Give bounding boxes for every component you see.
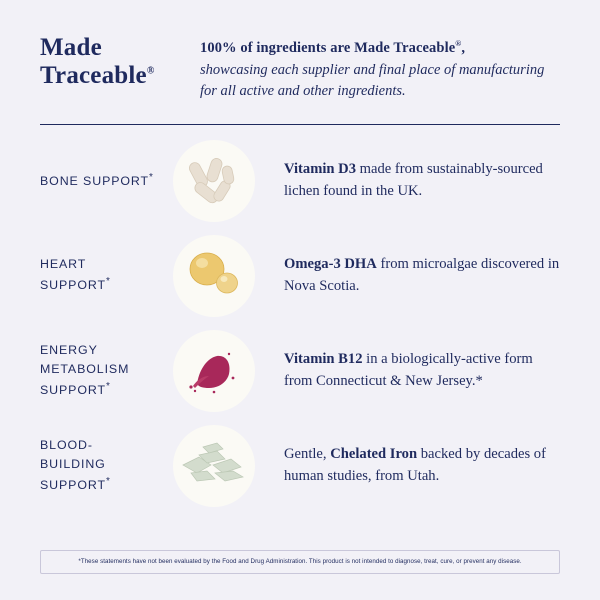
benefit-bold: Vitamin D3	[284, 160, 357, 177]
benefit-label	[40, 436, 158, 496]
disclaimer-text: *These statements have not been evaluated by the Food and Drug Administration. This product is not intended to diagnose, treat, cure, or prevent any disease.	[78, 557, 522, 565]
benefit-rest: from microalgae discovered in Nova Scotia.	[284, 255, 560, 294]
brand-line-2: Traceable	[40, 62, 147, 89]
benefit-rest: made from sustainably-sourced lichen found in the UK.	[284, 160, 543, 199]
brand-line-1: Made	[40, 34, 102, 61]
benefit-lead: Gentle,	[284, 445, 331, 462]
benefit-label-mark: *	[105, 381, 111, 393]
benefit-icon-wrap	[158, 425, 270, 507]
vitamin-b12-powder-icon	[173, 330, 255, 412]
benefit-label-text: HEART SUPPORT	[40, 257, 106, 293]
benefit-text	[270, 159, 560, 203]
benefit-text	[270, 349, 560, 393]
header-headline	[200, 38, 560, 59]
benefit-rest: in a biologically-active form from Connecticut & New Jersey.*	[284, 350, 533, 389]
chelated-iron-flakes-icon	[173, 425, 255, 507]
icon-circle	[173, 425, 255, 507]
header-divider	[40, 124, 560, 125]
brand-logo	[40, 34, 200, 90]
benefit-label	[40, 341, 158, 401]
header-registered-mark: ®	[455, 39, 462, 49]
benefit-label-text: BONE SUPPORT	[40, 174, 150, 188]
benefit-label-mark: *	[149, 171, 154, 183]
benefit-bold: Omega-3 DHA	[284, 255, 377, 272]
benefit-rows	[40, 133, 560, 513]
benefit-text	[270, 254, 560, 298]
vitamin-d3-capsules-icon	[173, 140, 255, 222]
benefit-row	[40, 418, 560, 513]
benefit-label-mark: *	[105, 276, 111, 288]
icon-circle	[173, 330, 255, 412]
benefit-row	[40, 323, 560, 418]
benefit-label-text: BLOOD-BUILDING SUPPORT	[40, 437, 106, 493]
benefit-row	[40, 133, 560, 228]
header-headline-text: 100% of ingredients are Made Traceable	[200, 40, 456, 56]
benefit-rest: backed by decades of human studies, from Utah.	[284, 445, 546, 484]
benefit-row	[40, 228, 560, 323]
brand-registered-mark: ®	[146, 65, 155, 77]
benefit-icon-wrap	[158, 330, 270, 412]
header	[40, 0, 560, 102]
header-copy	[200, 34, 560, 102]
benefit-bold: Vitamin B12	[284, 350, 363, 367]
benefit-text	[270, 444, 560, 488]
benefit-bold: Chelated Iron	[330, 445, 418, 462]
benefit-label	[40, 170, 158, 191]
benefit-icon-wrap	[158, 235, 270, 317]
omega-3-softgel-icon	[173, 235, 255, 317]
header-headline-comma: ,	[461, 40, 466, 56]
header-subline: showcasing each supplier and final place of manufacturing for all active and other ingredients.	[200, 62, 545, 100]
benefit-label-text: ENERGY METABOLISM SUPPORT	[40, 342, 130, 398]
disclaimer-box	[40, 550, 560, 574]
icon-circle	[173, 235, 255, 317]
benefit-label-mark: *	[105, 476, 111, 488]
icon-circle	[173, 140, 255, 222]
benefit-label	[40, 255, 158, 296]
benefit-icon-wrap	[158, 140, 270, 222]
